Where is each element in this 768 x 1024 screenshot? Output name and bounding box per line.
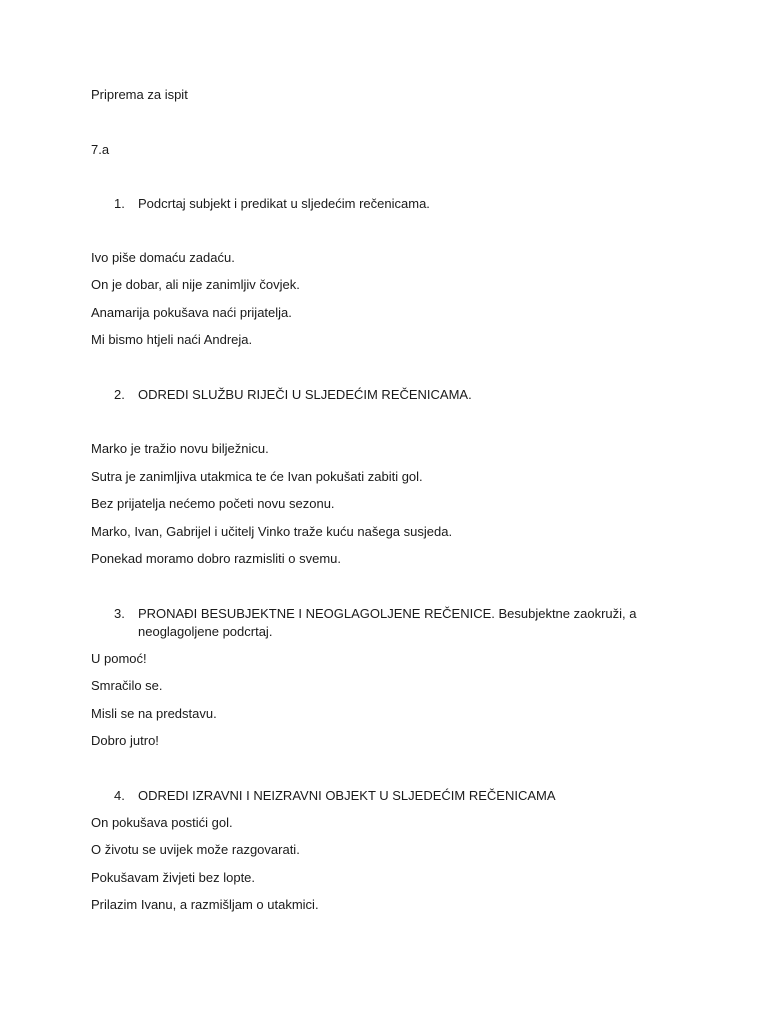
document-title: Priprema za ispit	[91, 87, 188, 102]
q1-sentence: Anamarija pokušava naći prijatelja.	[91, 305, 292, 320]
class-label: 7.a	[91, 142, 110, 157]
question-4-number: 4.	[114, 788, 125, 803]
q1-sentence: On je dobar, ali nije zanimljiv čovjek.	[91, 277, 300, 292]
q2-sentence: Marko je tražio novu bilježnicu.	[91, 441, 269, 456]
q2-sentence: Sutra je zanimljiva utakmica te će Ivan pokušati zabiti gol.	[91, 469, 423, 484]
question-2-number: 2.	[114, 387, 125, 402]
q3-sentence: Misli se na predstavu.	[91, 706, 217, 721]
question-1-number: 1.	[114, 196, 125, 211]
q3-sentence: Smračilo se.	[91, 678, 163, 693]
q2-sentence: Marko, Ivan, Gabrijel i učitelj Vinko traže kuću našega susjeda.	[91, 524, 453, 539]
q2-sentence: Ponekad moramo dobro razmisliti o svemu.	[91, 551, 341, 566]
q4-sentence: On pokušava postići gol.	[91, 815, 233, 830]
question-4-text: ODREDI IZRAVNI I NEIZRAVNI OBJEKT U SLJEDEĆIM REČENICAMA	[138, 788, 556, 803]
q4-sentence: Pokušavam živjeti bez lopte.	[91, 870, 256, 885]
question-1-text: Podcrtaj subjekt i predikat u sljedećim rečenicama.	[138, 196, 430, 211]
q2-sentence: Bez prijatelja nećemo početi novu sezonu.	[91, 496, 335, 511]
q1-sentence: Mi bismo htjeli naći Andreja.	[91, 332, 253, 347]
question-3-number: 3.	[114, 606, 125, 621]
q4-sentence: O životu se uvijek može razgovarati.	[91, 842, 300, 857]
q4-sentence: Prilazim Ivanu, a razmišljam o utakmici.	[91, 897, 319, 912]
question-3-text: PRONAĐI BESUBJEKTNE I NEOGLAGOLJENE REČENICE. Besubjektne zaokruži, a neoglagoljene podcrtaj.	[138, 606, 637, 639]
q3-sentence: Dobro jutro!	[91, 733, 159, 748]
q1-sentence: Ivo piše domaću zadaću.	[91, 250, 235, 265]
q3-sentence: U pomoć!	[91, 651, 147, 666]
question-2-text: ODREDI SLUŽBU RIJEČI U SLJEDEĆIM REČENICAMA.	[138, 387, 472, 402]
